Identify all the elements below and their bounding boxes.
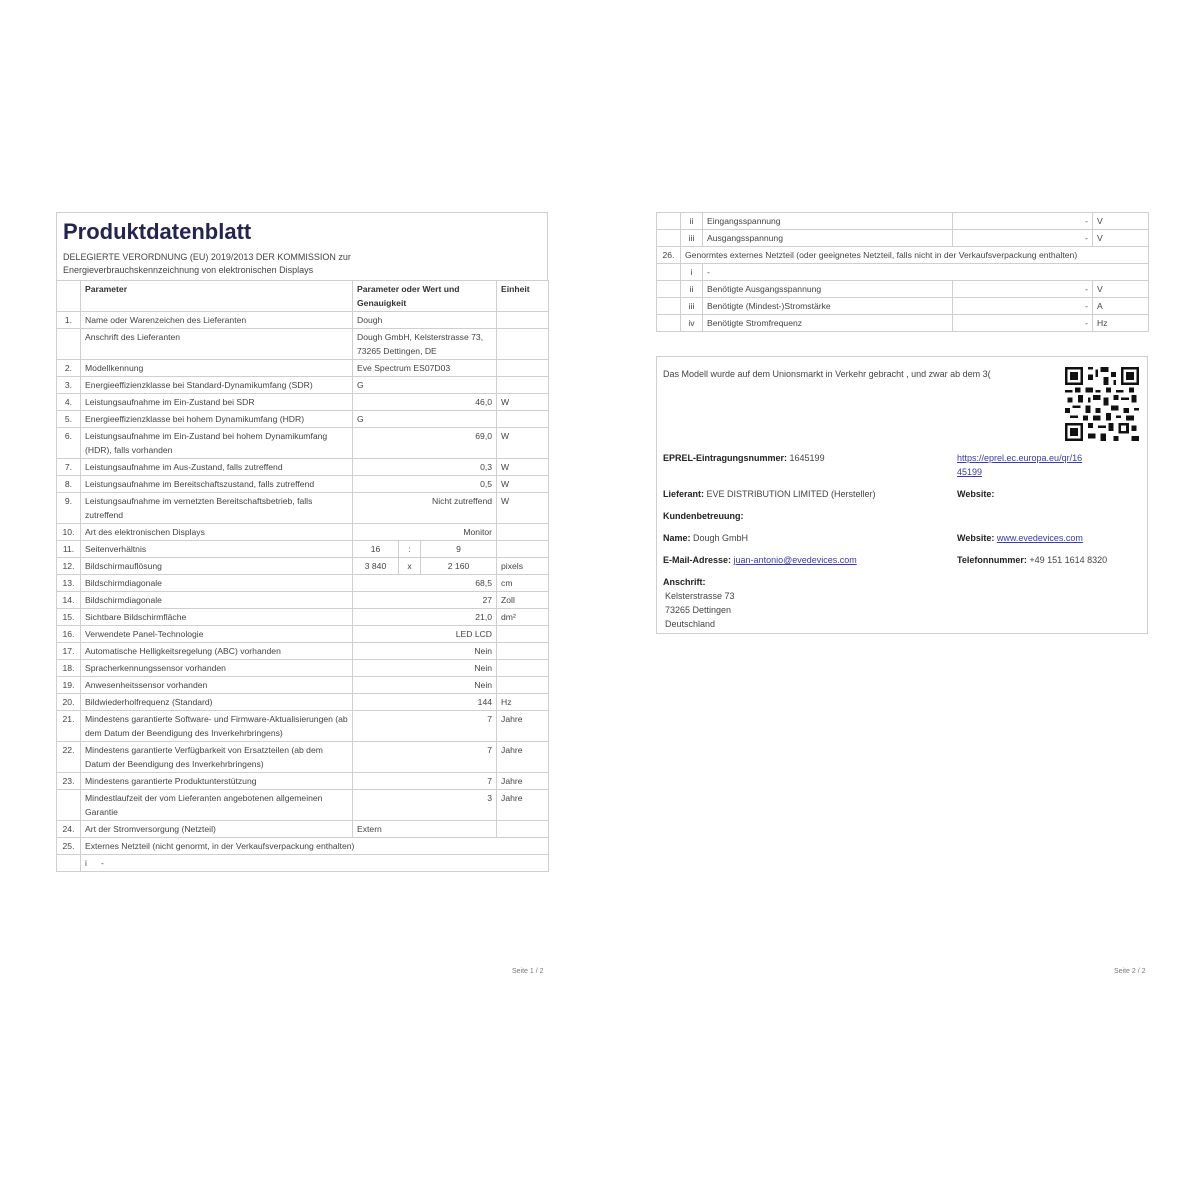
row-value-separator: x	[399, 558, 421, 575]
sub-index: iii	[681, 298, 703, 315]
row-value: 7	[353, 742, 497, 773]
row-parameter: Verwendete Panel-Technologie	[81, 626, 353, 643]
row-parameter: Spracherkennungssensor vorhanden	[81, 660, 353, 677]
row-unit	[497, 329, 549, 360]
row-value: -	[953, 315, 1093, 332]
header-nr	[57, 281, 81, 312]
header-parameter: Parameter	[81, 281, 353, 312]
sub-index: iii	[681, 230, 703, 247]
table-row	[57, 838, 549, 855]
table-row	[657, 315, 1149, 332]
row-unit: Hz	[1093, 315, 1149, 332]
row-number: 25.	[57, 838, 81, 855]
row-value: 0,5	[353, 476, 497, 493]
row-value: 0,3	[353, 459, 497, 476]
row-unit: W	[497, 493, 549, 524]
row-parameter: Bildschirmdiagonale	[81, 575, 353, 592]
table-row	[57, 476, 549, 493]
email-label: E-Mail-Adresse:	[663, 555, 732, 565]
row-value: Dough	[353, 312, 497, 329]
eprel-link-line-2[interactable]: 45199	[957, 467, 983, 477]
row-unit	[497, 377, 549, 394]
row-value: -	[953, 213, 1093, 230]
row-number: 10.	[57, 524, 81, 541]
eprel-number: 1645199	[789, 453, 825, 463]
row-value: G	[353, 377, 497, 394]
row-value: 3	[353, 790, 497, 821]
row-number: 22.	[57, 742, 81, 773]
row-number: 6.	[57, 428, 81, 459]
page-2	[656, 212, 1148, 629]
row-value: Nein	[353, 660, 497, 677]
table-row	[57, 360, 549, 377]
table-row	[57, 575, 549, 592]
phone-line	[957, 553, 1107, 567]
table-row	[57, 541, 549, 558]
table-row	[57, 790, 549, 821]
address-line-3: Deutschland	[665, 619, 716, 629]
table-row	[57, 855, 549, 872]
row-value-2: 9	[421, 541, 497, 558]
row-number: 12.	[57, 558, 81, 575]
row-parameter: Mindestlaufzeit der vom Lieferanten angebotenen allgemeinen Garantie	[81, 790, 353, 821]
name-value: Dough GmbH	[693, 533, 749, 543]
row-unit: W	[497, 394, 549, 411]
row-unit: V	[1093, 213, 1149, 230]
row-value: -	[953, 281, 1093, 298]
row-unit: pixels	[497, 558, 549, 575]
row-number	[657, 315, 681, 332]
row-unit: Zoll	[497, 592, 549, 609]
row-parameter: Mindestens garantierte Produktunterstützung	[81, 773, 353, 790]
row-number: 18.	[57, 660, 81, 677]
row-unit	[497, 524, 549, 541]
row-number: 5.	[57, 411, 81, 428]
row-unit: Jahre	[497, 742, 549, 773]
sub-index: ii	[681, 213, 703, 230]
row-parameter: Bildwiederholfrequenz (Standard)	[81, 694, 353, 711]
row-value: Dough GmbH, Kelsterstrasse 73, 73265 Dettingen, DE	[353, 329, 497, 360]
page-1	[56, 212, 548, 872]
page-number-2: Seite 2 / 2	[1114, 968, 1146, 975]
row-unit: dm²	[497, 609, 549, 626]
row-unit	[497, 312, 549, 329]
table-row	[57, 329, 549, 360]
row-parameter: Automatische Helligkeitsregelung (ABC) vorhanden	[81, 643, 353, 660]
sub-index: iv	[681, 315, 703, 332]
row-parameter: Benötigte Stromfrequenz	[703, 315, 953, 332]
contact-website-line	[957, 531, 1083, 545]
eprel-registration	[663, 451, 825, 465]
row-value: 21,0	[353, 609, 497, 626]
table-row	[57, 821, 549, 838]
eprel-link-line-1[interactable]: https://eprel.ec.europa.eu/qr/16	[957, 453, 1083, 463]
table-row	[657, 213, 1149, 230]
row-number: 3.	[57, 377, 81, 394]
table-row	[57, 394, 549, 411]
table-row	[57, 711, 549, 742]
website-label: Website:	[957, 533, 995, 543]
row-unit: cm	[497, 575, 549, 592]
eprel-label: EPREL-Eintragungsnummer:	[663, 453, 788, 463]
row-unit	[497, 821, 549, 838]
row-parameter: Bildschirmauflösung	[81, 558, 353, 575]
row-number: 24.	[57, 821, 81, 838]
row-value: 68,5	[353, 575, 497, 592]
supplier-website-label: Website:	[957, 489, 995, 499]
phone-label: Telefonnummer:	[957, 555, 1027, 565]
table-row	[57, 428, 549, 459]
page-number-1: Seite 1 / 2	[512, 968, 544, 975]
row-value: Extern	[353, 821, 497, 838]
header-unit: Einheit	[497, 281, 549, 312]
row-number: 20.	[57, 694, 81, 711]
sub-value: -	[101, 858, 104, 868]
qr-code-icon[interactable]	[1065, 367, 1139, 441]
row-number	[657, 281, 681, 298]
row-unit	[497, 660, 549, 677]
sub-value: -	[703, 264, 1149, 281]
row-parameter: Genormtes externes Netzteil (oder geeignetes Netzteil, falls nicht in der Verkaufsverpackung enthalten)	[681, 247, 1149, 264]
row-number: 13.	[57, 575, 81, 592]
table-row	[657, 281, 1149, 298]
row-parameter: Sichtbare Bildschirmfläche	[81, 609, 353, 626]
phone-value: +49 151 1614 8320	[1029, 555, 1108, 565]
row-number	[57, 855, 81, 872]
row-value: 7	[353, 773, 497, 790]
table-row	[57, 558, 549, 575]
row-parameter: Leistungsaufnahme im Ein-Zustand bei SDR	[81, 394, 353, 411]
row-unit: V	[1093, 281, 1149, 298]
market-date-text: Das Modell wurde auf dem Unionsmarkt in Verkehr gebracht , und zwar ab dem 3(	[663, 369, 991, 379]
row-value: 69,0	[353, 428, 497, 459]
row-sub-item	[81, 855, 549, 872]
row-value: 144	[353, 694, 497, 711]
row-value: -	[953, 230, 1093, 247]
address-label: Anschrift:	[663, 577, 706, 587]
row-number: 9.	[57, 493, 81, 524]
table-row	[57, 609, 549, 626]
table-row	[57, 677, 549, 694]
table-row	[57, 742, 549, 773]
table-row	[57, 773, 549, 790]
row-number	[657, 230, 681, 247]
customer-service-label: Kundenbetreuung:	[663, 511, 744, 521]
row-parameter: Mindestens garantierte Verfügbarkeit von Ersatzteilen (ab dem Datum der Beendigung des Inverkehrbringens)	[81, 742, 353, 773]
row-number: 16.	[57, 626, 81, 643]
row-value: Nein	[353, 643, 497, 660]
row-number: 17.	[57, 643, 81, 660]
table-row	[57, 626, 549, 643]
table-row	[657, 247, 1149, 264]
website-link[interactable]: www.evedevices.com	[996, 533, 1083, 543]
row-unit: Hz	[497, 694, 549, 711]
supplier-line	[663, 487, 876, 501]
row-number	[57, 790, 81, 821]
name-label: Name:	[663, 533, 691, 543]
row-unit	[497, 626, 549, 643]
row-parameter: Leistungsaufnahme im vernetzten Bereitschaftsbetrieb, falls zutreffend	[81, 493, 353, 524]
table-row	[57, 524, 549, 541]
row-unit: W	[497, 476, 549, 493]
row-value: Eve Spectrum ES07D03	[353, 360, 497, 377]
address-line-2: 73265 Dettingen	[665, 605, 732, 615]
row-unit	[497, 360, 549, 377]
row-parameter: Mindestens garantierte Software- und Firmware-Aktualisierungen (ab dem Datum der Beendigung des Inverkehrbringens)	[81, 711, 353, 742]
row-value-1: 16	[353, 541, 399, 558]
row-parameter: Anwesenheitssensor vorhanden	[81, 677, 353, 694]
row-number: 2.	[57, 360, 81, 377]
row-number	[657, 213, 681, 230]
row-unit: Jahre	[497, 711, 549, 742]
row-unit: Jahre	[497, 773, 549, 790]
row-number: 19.	[57, 677, 81, 694]
row-value: Nicht zutreffend	[353, 493, 497, 524]
row-parameter: Leistungsaufnahme im Ein-Zustand bei hohem Dynamikumfang (HDR), falls vorhanden	[81, 428, 353, 459]
row-number: 26.	[657, 247, 681, 264]
row-parameter: Seitenverhältnis	[81, 541, 353, 558]
row-number: 7.	[57, 459, 81, 476]
table-row	[57, 660, 549, 677]
regulation-subtitle: DELEGIERTE VERORDNUNG (EU) 2019/2013 DER KOMMISSION zur Energieverbrauchskennzeichnung von elektronischen Displays	[63, 252, 351, 275]
sub-index: ii	[681, 281, 703, 298]
row-parameter: Energieeffizienzklasse bei Standard-Dynamikumfang (SDR)	[81, 377, 353, 394]
table-row	[57, 493, 549, 524]
row-unit	[497, 643, 549, 660]
row-number: 15.	[57, 609, 81, 626]
table-row	[57, 411, 549, 428]
row-unit	[497, 411, 549, 428]
row-value: 46,0	[353, 394, 497, 411]
row-number	[657, 264, 681, 281]
row-parameter: Externes Netzteil (nicht genormt, in der Verkaufsverpackung enthalten)	[81, 838, 549, 855]
eprel-link[interactable]	[957, 451, 1137, 479]
supplier-value: EVE DISTRIBUTION LIMITED (Hersteller)	[706, 489, 876, 499]
sub-index: i	[85, 858, 87, 868]
row-unit	[497, 677, 549, 694]
row-parameter: Art des elektronischen Displays	[81, 524, 353, 541]
row-parameter: Eingangsspannung	[703, 213, 953, 230]
row-value-1: 3 840	[353, 558, 399, 575]
row-parameter: Art der Stromversorgung (Netzteil)	[81, 821, 353, 838]
table-row	[657, 298, 1149, 315]
supplier-label: Lieferant:	[663, 489, 705, 499]
row-value: Monitor	[353, 524, 497, 541]
row-value-2: 2 160	[421, 558, 497, 575]
row-parameter: Leistungsaufnahme im Aus-Zustand, falls zutreffend	[81, 459, 353, 476]
row-number	[657, 298, 681, 315]
spec-table-continued	[656, 212, 1149, 332]
email-line	[663, 553, 857, 567]
table-row	[57, 312, 549, 329]
header-value: Parameter oder Wert und Genauigkeit	[353, 281, 497, 312]
table-row	[57, 377, 549, 394]
document-title: Produktdatenblatt	[63, 219, 252, 244]
row-number: 4.	[57, 394, 81, 411]
spec-table	[56, 280, 549, 872]
row-parameter: Leistungsaufnahme im Bereitschaftszustand, falls zutreffend	[81, 476, 353, 493]
address-line-1: Kelsterstrasse 73	[665, 591, 735, 601]
row-value: G	[353, 411, 497, 428]
contact-name-line	[663, 531, 748, 545]
row-value-separator: :	[399, 541, 421, 558]
row-unit: W	[497, 459, 549, 476]
row-number: 23.	[57, 773, 81, 790]
table-row	[57, 459, 549, 476]
row-parameter: Modellkennung	[81, 360, 353, 377]
row-parameter: Energieeffizienzklasse bei hohem Dynamikumfang (HDR)	[81, 411, 353, 428]
table-row	[57, 592, 549, 609]
table-row	[57, 643, 549, 660]
row-unit: Jahre	[497, 790, 549, 821]
row-number: 8.	[57, 476, 81, 493]
row-value: LED LCD	[353, 626, 497, 643]
table-row	[657, 264, 1149, 281]
row-parameter: Ausgangsspannung	[703, 230, 953, 247]
supplier-info-box	[656, 356, 1148, 634]
row-unit: W	[497, 428, 549, 459]
row-parameter: Bildschirmdiagonale	[81, 592, 353, 609]
row-unit: A	[1093, 298, 1149, 315]
row-number: 1.	[57, 312, 81, 329]
row-parameter: Benötigte (Mindest-)Stromstärke	[703, 298, 953, 315]
row-number: 14.	[57, 592, 81, 609]
row-number	[57, 329, 81, 360]
sub-index: i	[681, 264, 703, 281]
row-number: 21.	[57, 711, 81, 742]
page-1-header	[56, 212, 548, 280]
table-row	[657, 230, 1149, 247]
row-value: -	[953, 298, 1093, 315]
row-unit: V	[1093, 230, 1149, 247]
table-header-row	[57, 281, 549, 312]
row-value: 7	[353, 711, 497, 742]
table-row	[57, 694, 549, 711]
row-number: 11.	[57, 541, 81, 558]
row-parameter: Benötigte Ausgangsspannung	[703, 281, 953, 298]
row-parameter: Anschrift des Lieferanten	[81, 329, 353, 360]
row-value: Nein	[353, 677, 497, 694]
row-parameter: Name oder Warenzeichen des Lieferanten	[81, 312, 353, 329]
email-link[interactable]: juan-antonio@evedevices.com	[733, 555, 857, 565]
row-value: 27	[353, 592, 497, 609]
row-unit	[497, 541, 549, 558]
